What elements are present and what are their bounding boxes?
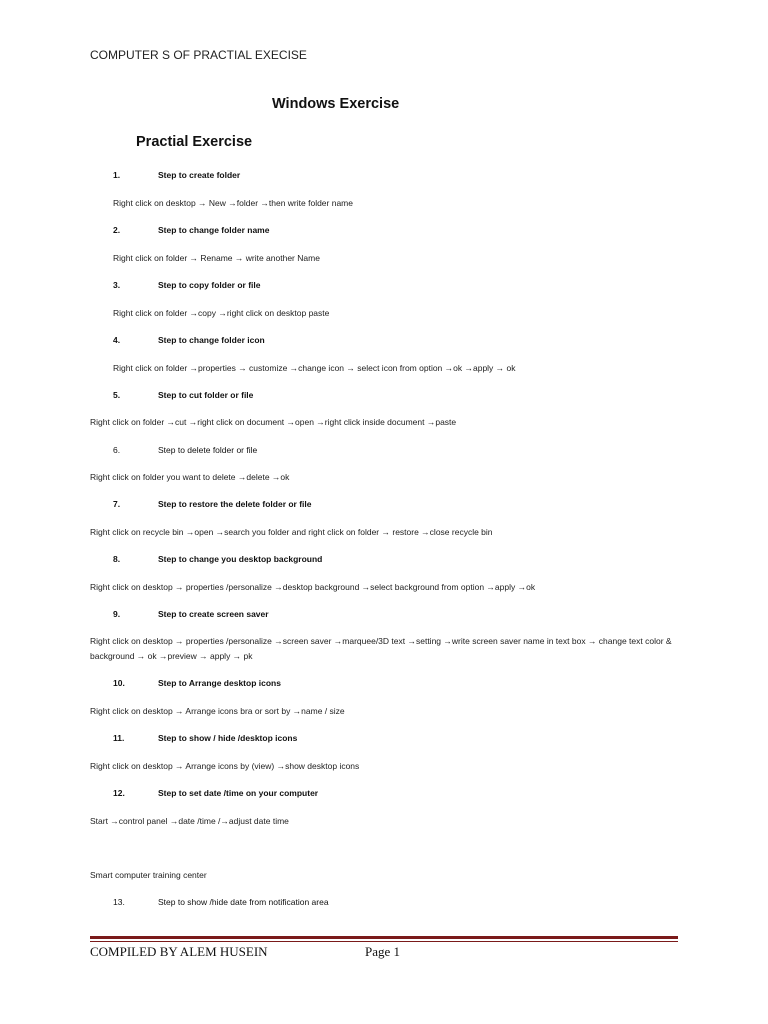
step-title: Step to create folder [158, 170, 241, 180]
step-instruction: Right click on folder →copy →right click on desktop paste [113, 308, 330, 318]
step-title: Step to change you desktop background [158, 554, 323, 564]
step-instruction: Right click on recycle bin →open →search you folder and right click on folder → restore →close recycle bin [90, 527, 493, 537]
running-header: COMPUTER S OF PRACTIAL EXECISE [90, 48, 307, 62]
step-instruction: Right click on desktop → Arrange icons bra or sort by →name / size [90, 706, 345, 716]
step-title: Step to show /hide date from notification area [158, 897, 329, 907]
step-instruction: Right click on desktop → Arrange icons by (view) →show desktop icons [90, 761, 360, 771]
footer-author: COMPILED BY ALEM HUSEIN [90, 944, 268, 959]
step-instruction: Right click on folder →cut →right click on document →open →right click inside document →paste [90, 417, 457, 427]
step-title: Step to copy folder or file [158, 280, 261, 290]
step-instruction: Right click on desktop → properties /personalize →screen saver →marquee/3D text →setting →write screen saver name in text box → change text color & background → ok →preview → apply → pk [90, 636, 672, 661]
page-number: Page 1 [365, 944, 401, 959]
step-number: 11. [113, 733, 125, 743]
page-title: Windows Exercise [272, 96, 400, 112]
step-number: 9. [113, 609, 121, 619]
step-instruction: Right click on desktop → New →folder →then write folder name [113, 198, 353, 208]
step-instruction: Right click on folder you want to delete →delete →ok [90, 472, 290, 482]
step-title: Step to delete folder or file [158, 445, 258, 455]
section-title: Practial Exercise [136, 134, 253, 150]
step-title: Step to create screen saver [158, 609, 269, 619]
step-number: 10. [113, 678, 125, 688]
step-title: Step to restore the delete folder or file [158, 499, 312, 509]
step-number: 4. [113, 335, 121, 345]
step-number: 12. [113, 788, 125, 798]
step-title: Step to show / hide /desktop icons [158, 733, 298, 743]
step-number: 6. [113, 445, 121, 455]
step-title: Step to Arrange desktop icons [158, 678, 281, 688]
step-number: 13. [113, 897, 125, 907]
step-instruction: Right click on folder →properties → customize →change icon → select icon from option →ok →apply → ok [113, 363, 516, 373]
step-title: Step to change folder name [158, 225, 270, 235]
step-number: 5. [113, 390, 121, 400]
step-number: 2. [113, 225, 121, 235]
step-number: 7. [113, 499, 121, 509]
step-instruction: Right click on folder → Rename → write another Name [113, 253, 320, 263]
step-title: Step to set date /time on your computer [158, 788, 319, 798]
footer-rule-thin [90, 941, 678, 942]
step-instruction: Right click on desktop → properties /personalize →desktop background →select background from option →apply →ok [90, 582, 536, 592]
step-title: Step to cut folder or file [158, 390, 254, 400]
footer-rule-thick [90, 936, 678, 939]
training-center-note: Smart computer training center [90, 870, 207, 880]
step-number: 1. [113, 170, 121, 180]
step-title: Step to change folder icon [158, 335, 265, 345]
step-number: 3. [113, 280, 121, 290]
step-number: 8. [113, 554, 121, 564]
step-instruction: Start →control panel →date /time /→adjust date time [90, 816, 289, 826]
